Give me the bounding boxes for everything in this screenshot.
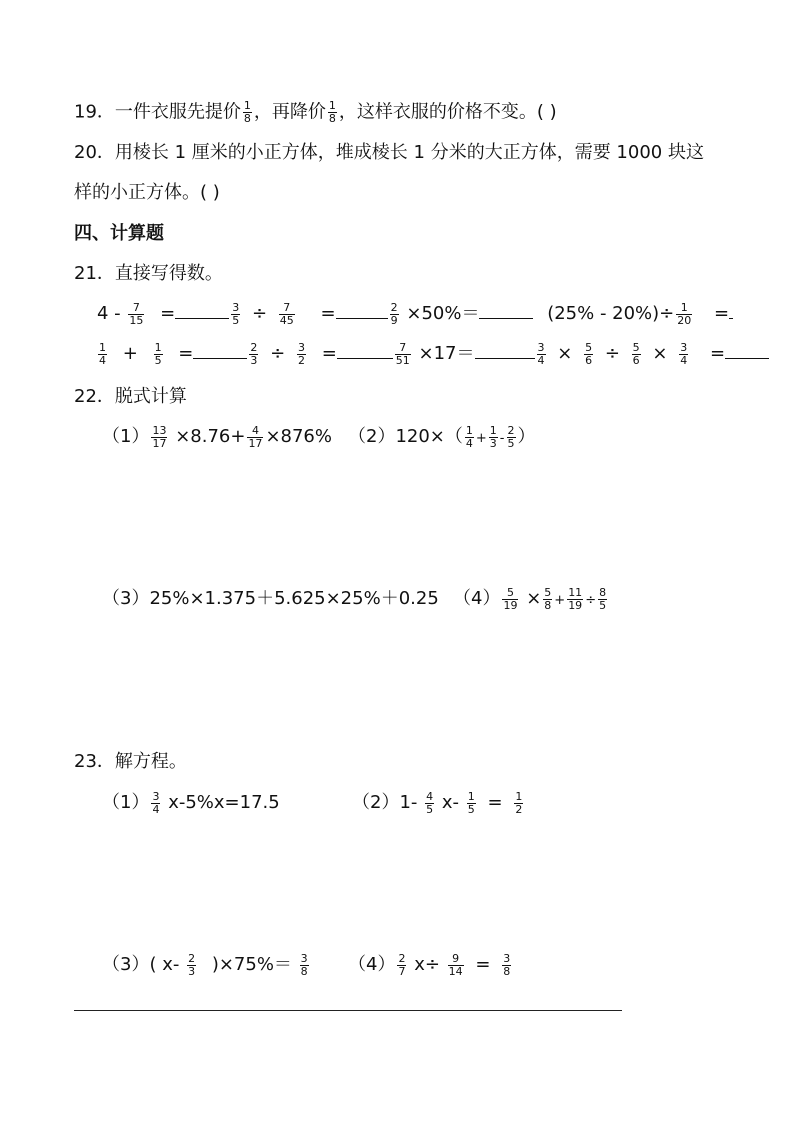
operator: + xyxy=(122,343,138,364)
fraction: $\frac{2}{3}$ xyxy=(250,340,258,367)
fraction: $\frac{3}{4}$ xyxy=(680,340,688,367)
fraction: $\frac{7}{45}$ xyxy=(279,300,294,327)
equation-mid: )×75%＝ xyxy=(211,954,292,975)
equals-sign: = xyxy=(487,792,503,813)
problem-label: （4） xyxy=(348,954,396,975)
fraction: $\frac{1}{3}$ xyxy=(489,423,497,450)
q23-problem-4 xyxy=(348,950,513,980)
fraction: $\frac{3}{8}$ xyxy=(503,951,511,978)
expr-lead: 4 - xyxy=(97,303,121,324)
problem-label: （3）( x- xyxy=(102,954,180,975)
fraction: $\frac{3}{8}$ xyxy=(300,951,308,978)
answer-blank[interactable] xyxy=(336,302,388,319)
equals-sign: = xyxy=(475,954,491,975)
answer-blank[interactable] xyxy=(175,302,229,319)
fraction: $\frac{7}{15}$ xyxy=(129,300,144,327)
equals-sign: = xyxy=(320,303,336,324)
operator: × xyxy=(526,588,542,609)
q22-problem-4 xyxy=(453,584,609,616)
operator: ÷ xyxy=(604,343,620,364)
equation-mid: x- xyxy=(441,792,460,813)
answer-blank[interactable] xyxy=(725,342,769,359)
question-21-title: 21．直接写得数。 xyxy=(74,263,223,284)
fraction: $\frac{1}{8}$ xyxy=(243,99,251,125)
q23-problem-2 xyxy=(352,788,525,818)
question-20-line-1: 20．用棱长 1 厘米的小正方体，堆成棱长 1 分米的大正方体，需要 1000 块这 xyxy=(74,142,704,163)
q19-prefix: 19．一件衣服先提价 xyxy=(74,101,241,123)
fraction: $\frac{3}{5}$ xyxy=(232,300,240,327)
fraction: $\frac{5}{6}$ xyxy=(632,340,640,367)
bottom-divider xyxy=(74,1010,622,1011)
operator: + xyxy=(554,593,566,608)
equation-tail: x-5%x=17.5 xyxy=(168,792,280,813)
fraction: $\frac{1}{2}$ xyxy=(515,789,523,816)
fraction: $\frac{3}{4}$ xyxy=(537,340,545,367)
problem-label: （4） xyxy=(453,588,501,609)
fraction: $\frac{2}{7}$ xyxy=(398,951,406,978)
equation-mid: x÷ xyxy=(414,954,440,975)
answer-blank[interactable] xyxy=(337,342,393,359)
question-19 xyxy=(74,100,557,125)
fraction: $\frac{2}{9}$ xyxy=(390,300,398,327)
operator: - xyxy=(499,431,505,446)
fraction: $\frac{5}{6}$ xyxy=(585,340,593,367)
fraction: $\frac{7}{51}$ xyxy=(395,340,410,367)
fraction: $\frac{11}{19}$ xyxy=(568,585,583,612)
fraction: $\frac{5}{19}$ xyxy=(503,585,518,612)
q19-suffix: ，这样衣服的价格不变。( ) xyxy=(338,101,557,123)
q23-problem-3 xyxy=(102,950,311,980)
expr-tail: ×876% xyxy=(265,426,332,447)
q19-mid: ，再降价 xyxy=(253,101,326,123)
fraction: $\frac{2}{5}$ xyxy=(507,423,515,450)
operator: ÷ xyxy=(585,593,597,608)
expr-tail: ×17＝ xyxy=(418,343,475,364)
close-paren: ） xyxy=(517,426,536,447)
expr-tail: ×50%＝ xyxy=(406,303,480,324)
answer-blank[interactable] xyxy=(729,302,733,319)
fraction: $\frac{4}{17}$ xyxy=(248,423,263,450)
q21-row-1 xyxy=(97,300,733,328)
question-20-line-2: 样的小正方体。( ) xyxy=(74,182,220,203)
problem-label: （1） xyxy=(102,792,150,813)
fraction: $\frac{1}{5}$ xyxy=(154,340,162,367)
fraction: $\frac{8}{5}$ xyxy=(599,585,607,612)
problem-label: （1） xyxy=(102,426,150,447)
operator: ÷ xyxy=(270,343,286,364)
fraction: $\frac{1}{4}$ xyxy=(465,423,473,450)
question-22-title: 22．脱式计算 xyxy=(74,386,187,407)
fraction: $\frac{3}{4}$ xyxy=(152,789,160,816)
problem-label: （2）120×（ xyxy=(348,426,463,447)
fraction: $\frac{5}{8}$ xyxy=(544,585,552,612)
fraction: $\frac{1}{4}$ xyxy=(99,340,106,367)
equals-sign: = xyxy=(714,303,730,324)
fraction: $\frac{1}{20}$ xyxy=(677,300,692,327)
answer-blank[interactable] xyxy=(193,342,247,359)
section-heading: 四、计算题 xyxy=(74,223,164,244)
q23-problem-1 xyxy=(102,788,280,818)
expr-mid: ×8.76+ xyxy=(175,426,246,447)
question-23-title: 23．解方程。 xyxy=(74,751,187,772)
q22-problem-1 xyxy=(102,422,332,452)
fraction: $\frac{4}{5}$ xyxy=(426,789,434,816)
equals-sign: = xyxy=(160,303,176,324)
fraction: $\frac{2}{3}$ xyxy=(188,951,196,978)
q21-row-2 xyxy=(96,340,769,368)
operator: × xyxy=(652,343,668,364)
fraction: $\frac{9}{14}$ xyxy=(448,951,463,978)
operator: × xyxy=(557,343,573,364)
q22-problem-2 xyxy=(348,422,536,454)
problem-label: （2）1- xyxy=(352,792,418,813)
operator: + xyxy=(475,431,487,446)
equals-sign: = xyxy=(321,343,337,364)
operator: ÷ xyxy=(251,303,268,324)
answer-blank[interactable] xyxy=(475,342,535,359)
expr-lead: (25% - 20%)÷ xyxy=(547,303,675,324)
q22-problem-3: （3）25%×1.375＋5.625×25%＋0.25 xyxy=(102,588,439,609)
fraction: $\frac{13}{17}$ xyxy=(152,423,167,450)
equals-sign: = xyxy=(709,343,726,364)
fraction: $\frac{3}{2}$ xyxy=(297,340,305,367)
fraction: $\frac{1}{5}$ xyxy=(467,789,475,816)
equals-sign: = xyxy=(178,343,194,364)
fraction: $\frac{1}{8}$ xyxy=(328,99,336,125)
answer-blank[interactable] xyxy=(479,302,533,319)
